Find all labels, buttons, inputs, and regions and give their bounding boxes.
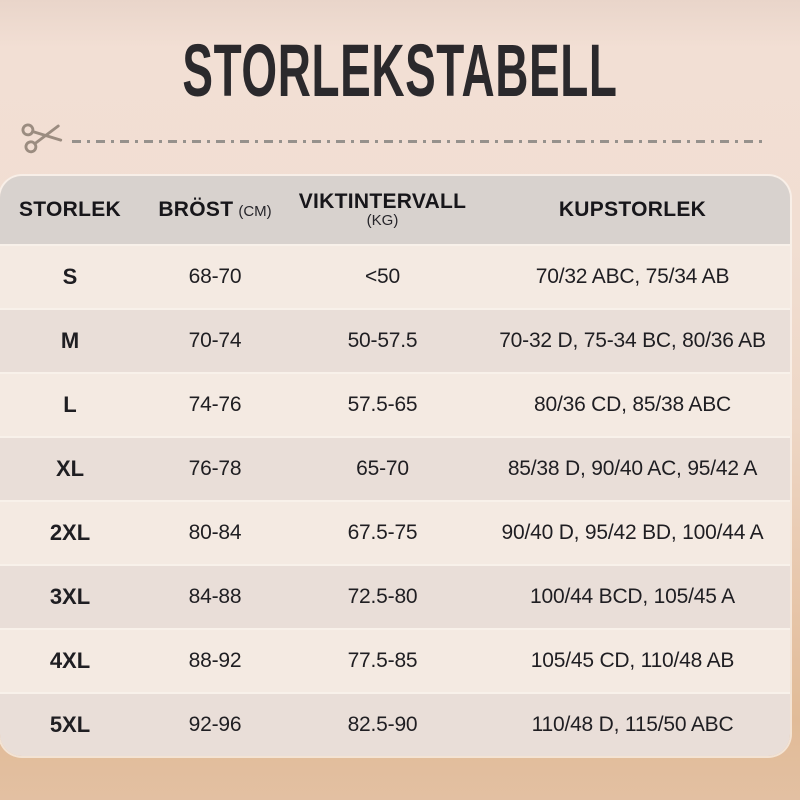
cell-bust: 84-88 — [188, 585, 242, 608]
table-row — [0, 500, 790, 564]
cell-weight: 57.5-65 — [347, 393, 418, 416]
cell-cups: 80/36 CD, 85/38 ABC — [534, 393, 731, 416]
cell-size: 4XL — [49, 648, 91, 673]
cell-bust: 88-92 — [188, 649, 242, 672]
table-row — [0, 244, 790, 308]
cell-size: 5XL — [49, 712, 91, 737]
cell-weight: 77.5-85 — [347, 649, 418, 672]
cell-weight: 67.5-75 — [347, 521, 418, 544]
size-table — [0, 176, 790, 756]
page-title-wrap — [0, 0, 800, 112]
cell-size: XL — [55, 456, 85, 481]
cell-size: 3XL — [49, 584, 91, 609]
cell-bust: 68-70 — [188, 265, 242, 288]
cell-cups: 90/40 D, 95/42 BD, 100/44 A — [501, 521, 764, 544]
scissors-icon — [19, 115, 67, 163]
cell-cups: 100/44 BCD, 105/45 A — [530, 585, 735, 608]
table-row — [0, 436, 790, 500]
dashed-cut-line — [72, 140, 768, 143]
column-header-size — [0, 198, 140, 222]
column-header-cups — [475, 198, 790, 222]
column-label: KUPSTORLEK — [558, 198, 707, 221]
cell-weight: 50-57.5 — [347, 329, 418, 352]
column-header-weight — [290, 190, 475, 230]
cut-line — [0, 116, 800, 160]
cell-cups: 70-32 D, 75-34 BC, 80/36 AB — [499, 329, 766, 352]
cell-size: M — [60, 328, 80, 353]
cell-weight: 82.5-90 — [347, 713, 418, 736]
cell-cups: 85/38 D, 90/40 AC, 95/42 A — [507, 457, 758, 480]
table-row — [0, 564, 790, 628]
cell-bust: 92-96 — [188, 713, 242, 736]
cell-size: 2XL — [49, 520, 91, 545]
cell-size: L — [63, 392, 77, 417]
column-header-bust — [140, 198, 290, 222]
cell-size: S — [62, 264, 78, 289]
cell-cups: 105/45 CD, 110/48 AB — [530, 649, 735, 672]
cell-bust: 74-76 — [188, 393, 242, 416]
cell-weight: 65-70 — [356, 457, 409, 480]
table-row — [0, 628, 790, 692]
cell-cups: 110/48 D, 115/50 ABC — [531, 713, 734, 736]
cell-bust: 70-74 — [188, 329, 242, 352]
table-header-row — [0, 176, 790, 244]
column-unit-label: (KG) — [366, 212, 399, 230]
column-label: VIKTINTERVALL — [298, 190, 467, 214]
cell-bust: 76-78 — [188, 457, 242, 480]
table-row — [0, 692, 790, 756]
column-label: STORLEK — [18, 198, 122, 221]
column-unit-label: (CM) — [238, 203, 272, 220]
table-body — [0, 244, 790, 756]
cell-weight: 72.5-80 — [347, 585, 418, 608]
cell-bust: 80-84 — [188, 521, 242, 544]
cell-weight: <50 — [364, 265, 401, 288]
table-row — [0, 372, 790, 436]
page-title: STORLEKSTABELL — [182, 29, 618, 112]
table-row — [0, 308, 790, 372]
cell-cups: 70/32 ABC, 75/34 AB — [535, 265, 730, 288]
column-label: BRÖST — [158, 198, 234, 221]
